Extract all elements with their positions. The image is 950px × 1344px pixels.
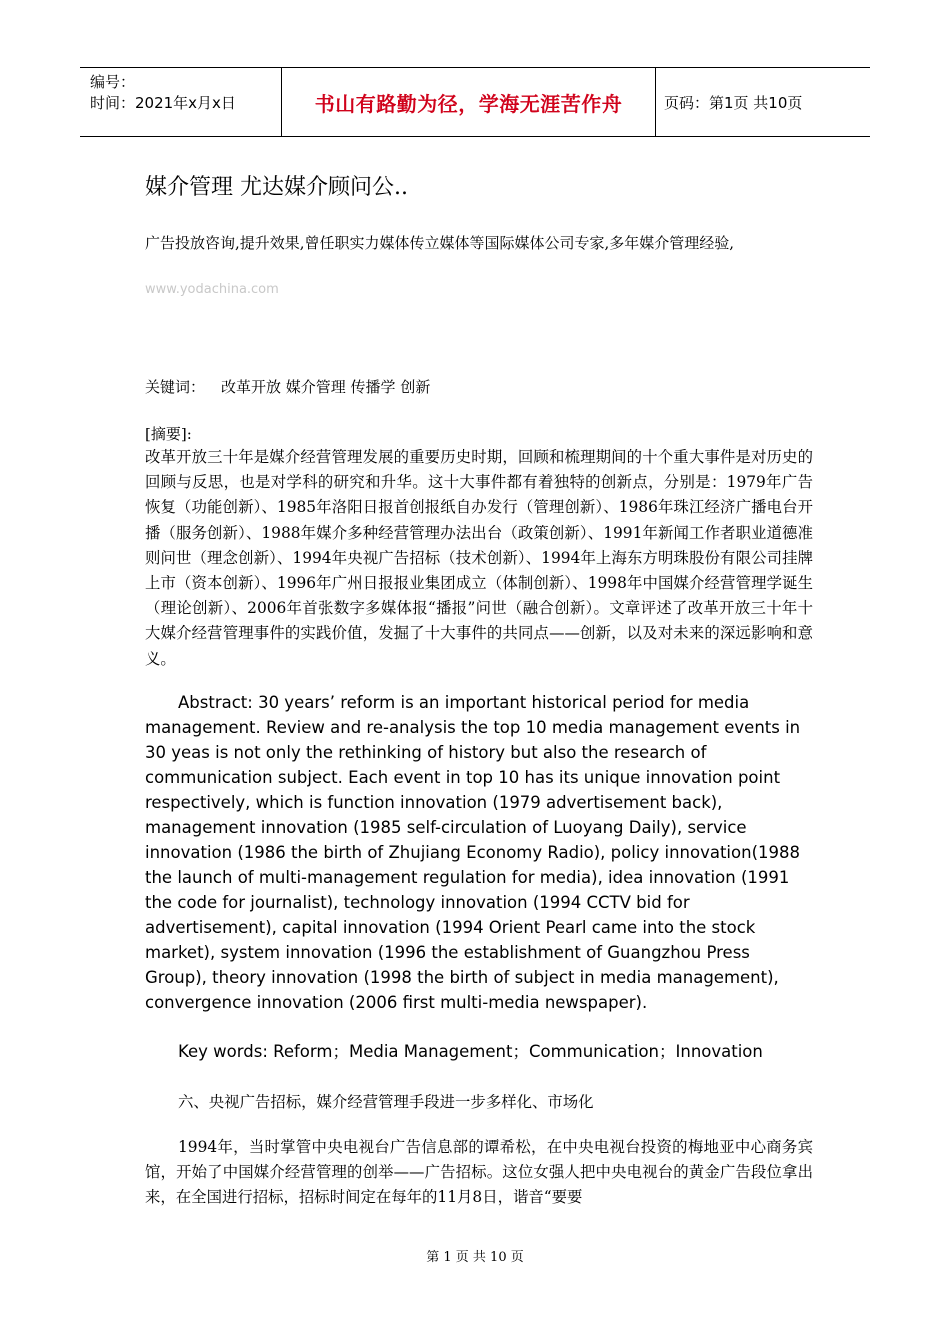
time-label: 时间：2021年x月x日: [90, 94, 236, 112]
section-heading: 六、央视广告招标，媒介经营管理手段进一步多样化、市场化: [178, 1093, 594, 1111]
header-meta: [80, 68, 282, 136]
number-label: 编号：: [90, 73, 136, 91]
abstract-chinese: 改革开放三十年是媒介经营管理发展的重要历史时期，回顾和梳理期间的十个重大事件是对历史的回顾与反思，也是对学科的研究和升华。这十大事件都有着独特的创新点，分别是：1979年广告恢复（功能创新）、1985年洛阳日报首创报纸自办发行（管理创新）、1986年珠江经济广播电台开播（服务创新）、1988年媒介多种经营管理办法出台（政策创新）、1991年新闻工作者职业道德准则问世（理念创新）、1994年央视广告招标（技术创新）、1994年上海东方明珠股份有限公司挂牌上市（资本创新）、1996年广州日报报业集团成立（体制创新）、1998年中国媒介经营管理学诞生（理论创新）、2006年首张数字多媒体报“播报”问世（融合创新）。文章评述了改革开放三十年十大媒介经营管理事件的实践价值，发掘了十大事件的共同点——创新，以及对未来的深远影响和意义。: [145, 448, 813, 668]
keywords-english: Key words: Reform；Media Management；Communication；Innovation: [178, 1042, 763, 1061]
page-header: [80, 67, 870, 137]
keywords-line: [145, 376, 430, 397]
body-paragraph: 1994年，当时掌管中央电视台广告信息部的谭希松，在中央电视台投资的梅地亚中心商务宾馆，开始了中国媒介经营管理的创举——广告招标。这位女强人把中央电视台的黄金广告段位拿出来，在全国进行招标，招标时间定在每年的11月8日，谐音“要要: [145, 1138, 813, 1207]
header-motto-cell: [282, 68, 656, 136]
website-link[interactable]: www.yodachina.com: [145, 282, 279, 297]
keywords-label: 关键词：: [145, 378, 206, 396]
intro-text: 广告投放咨询,提升效果,曾任职实力媒体传立媒体等国际媒体公司专家,多年媒介管理经验,: [145, 234, 735, 252]
header-page-info: 页码：第1页 共10页: [664, 93, 803, 112]
header-motto: 书山有路勤为径，学海无涯苦作舟: [314, 91, 623, 116]
abstract-heading: [摘要]:: [145, 425, 192, 443]
page-footer: 第 1 页 共 10 页: [426, 1250, 524, 1265]
document-title: 媒介管理 尤达媒介顾问公..: [145, 175, 408, 200]
keywords-value: 改革开放 媒介管理 传播学 创新: [221, 378, 431, 396]
abstract-english: Abstract: 30 years’ reform is an important historical period for media management. Review and re-analysis the top 10 media management events in 30 yeas is not only the rethinking of history but also the research of communication subject. Each event in top 10 has its unique innovation point respectively, which is function innovation (1979 advertisement back), management innovation (1985 self-circulation of Luoyang Daily), service innovation (1986 the birth of Zhujiang Economy Radio), policy innovation(1988 the launch of multi-management regulation for media), idea innovation (1991 the code for journalist), technology innovation (1994 CCTV bid for advertisement), capital innovation (1994 Orient Pearl came into the stock market), system innovation (1996 the establishment of Guangzhou Press Group), theory innovation (1998 the birth of subject in media management), convergence innovation (2006 first multi-media newspaper).: [145, 693, 801, 1012]
